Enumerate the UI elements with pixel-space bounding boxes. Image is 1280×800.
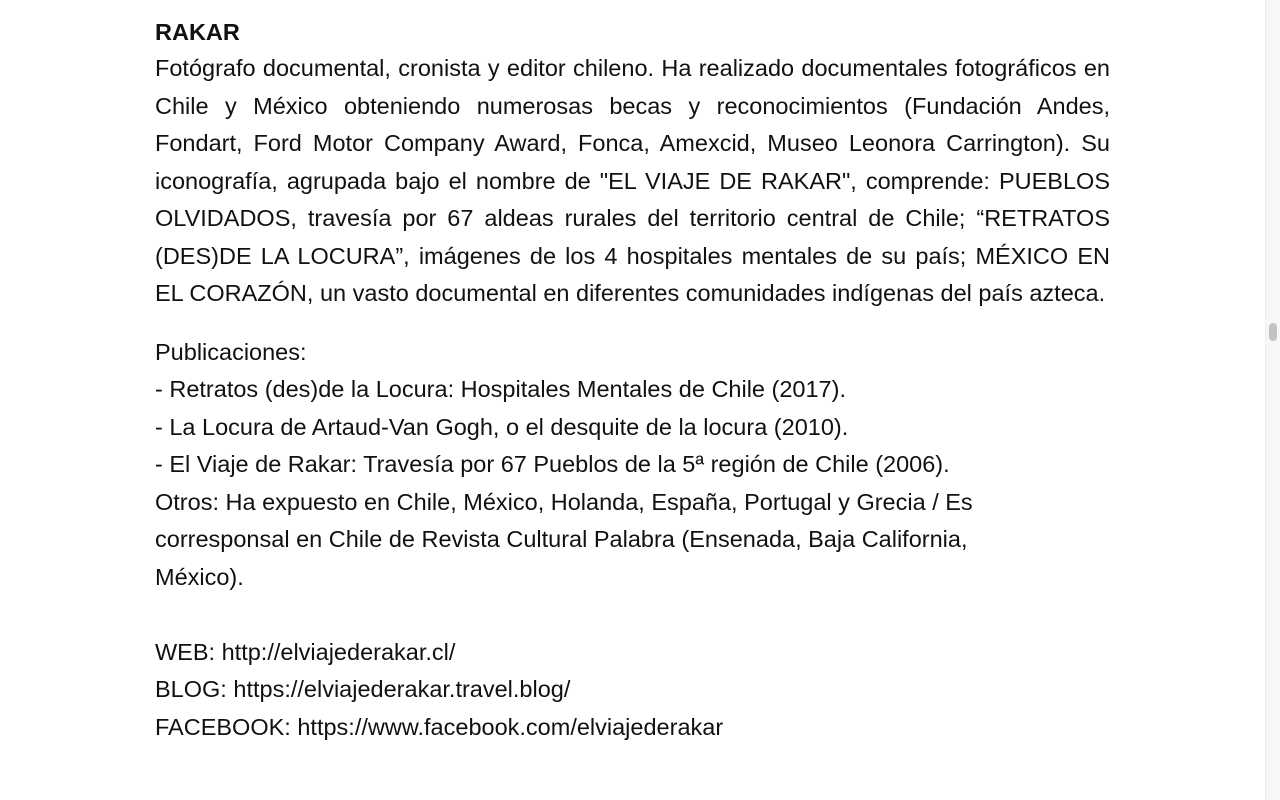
links-section: [155, 634, 1110, 747]
blog-label: BLOG:: [155, 676, 234, 702]
vertical-scrollbar[interactable]: [1265, 0, 1280, 800]
publications-section: [155, 334, 1110, 597]
scrollbar-thumb[interactable]: [1269, 323, 1277, 341]
facebook-link-row: [155, 709, 1110, 747]
publication-item: - Retratos (des)de la Locura: Hospitales Mentales de Chile (2017).: [155, 376, 846, 402]
publications-heading: Publicaciones:: [155, 338, 307, 365]
publication-item: - La Locura de Artaud-Van Gogh, o el desquite de la locura (2010).: [155, 413, 849, 440]
spacer: [155, 596, 1110, 634]
blog-link[interactable]: https://elviajederakar.travel.blog/: [233, 676, 571, 702]
blog-link-row: [155, 671, 1110, 709]
publication-item: - El Viaje de Rakar: Travesía por 67 Pueblos de la 5ª región de Chile (2006).: [155, 451, 950, 477]
web-label: WEB:: [155, 638, 222, 665]
facebook-label: FACEBOOK:: [155, 713, 298, 740]
other-info: Otros: Ha expuesto en Chile, México, Holanda, España, Portugal y Grecia / Es corresponsal en Chile de Revista Cultural Palabra (Ensenada, Baja California, México).: [155, 488, 973, 590]
bio-paragraph: Fotógrafo documental, cronista y editor chileno. Ha realizado documentales fotográficos en Chile y México obteniendo numerosas becas y reconocimientos (Fundación Andes, Fondart, Ford Motor Company Award, Fonca, Amexcid, Museo Leonora Carrington). Su iconografía, agrupada bajo el nombre de "EL VIAJE DE RAKAR", comprende: PUEBLOS OLVIDADOS, travesía por 67 aldeas rurales del territorio central de Chile; “RETRATOS (DES)DE LA LOCURA”, imágenes de los 4 hospitales mentales de su país; MÉXICO EN EL CORAZÓN, un vasto documental en diferentes comunidades indígenas del país azteca.: [155, 55, 1110, 306]
web-link[interactable]: http://elviajederakar.cl/: [221, 638, 456, 665]
article-body: [155, 14, 1110, 746]
facebook-link[interactable]: https://www.facebook.com/elviajederakar: [297, 713, 724, 740]
author-name-heading: RAKAR: [155, 19, 240, 45]
web-link-row: [155, 634, 1110, 672]
